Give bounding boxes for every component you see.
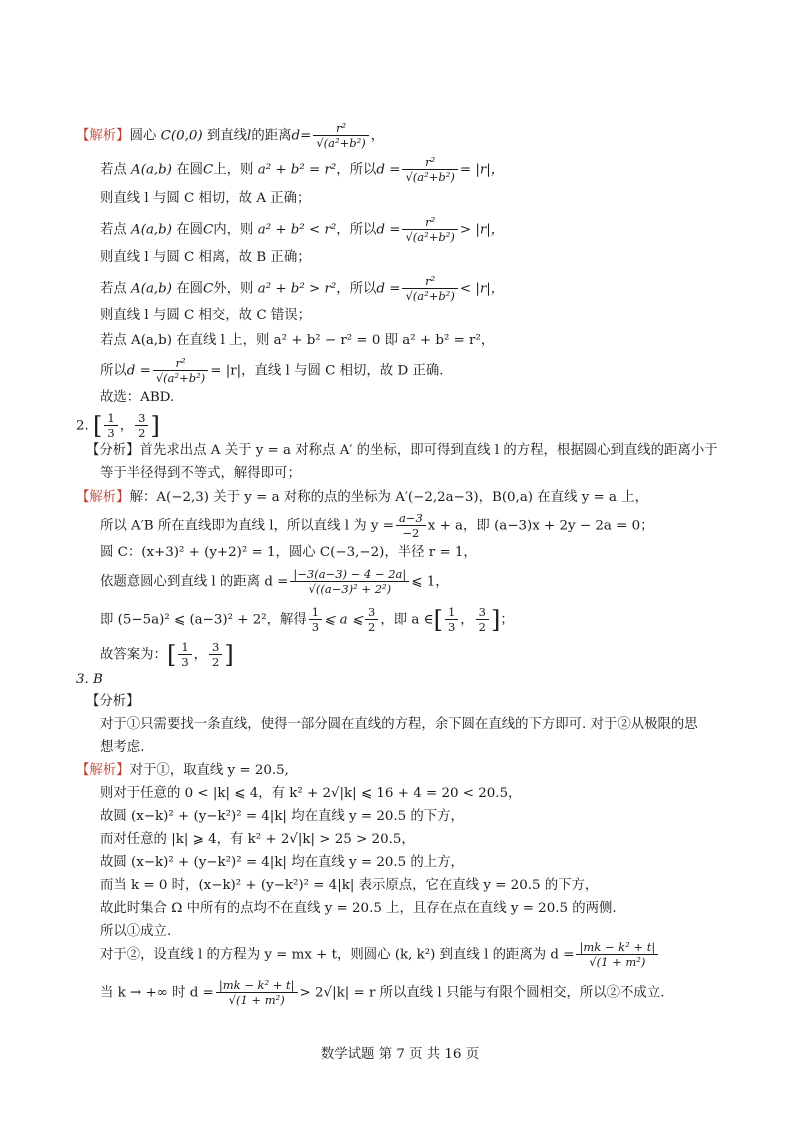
analysis-line-31: 所以①成立. [100,924,172,939]
analysis-line-32: 对于②，设直线 l 的方程为 y = mx + t，则圆心 (k, k²) 到直线 l 的距离为 d = $\frac{\text{|mk − k² + t|}}{\text{√(1 + m²)}}$ [100,940,660,970]
analysis-line-6: 若点 A(a,b) 在圆C外，则 a² + b² > r²，所以d = $\frac{\text{r²}}{\text{√(a²+b²)}}$ < |r|， [100,274,505,303]
analysis-tag: 【解析】 [76,763,130,778]
analysis-line-30: 故此时集合 Ω 中所有的点均不在直线 y = 20.5 上，且存在点在直线 y = 20.5 的两侧. [100,901,617,916]
analysis-line-28: 故圆 (x−k)² + (y−k²)² = 4|k| 均在直线 y = 20.5 的上方， [100,855,464,870]
analysis-line-15: 所以 A′B 所在直线即为直线 l，所以直线 l 为 y = $\frac{a-3}{-2}$ x + a，即 (a−3)x + 2y − 2a = 0； [100,511,654,540]
fraction: $\frac{a-3}{-2}$ [396,511,426,541]
fraction: $\frac{|-3(a-3) - 4 - 2a|}{\text{√((a−3)² + 2²)}}$ [290,567,409,597]
fraction: $\frac{3}{2}$ [209,640,222,670]
analysis-line-4: 若点 A(a,b) 在圆C内，则 a² + b² < r²，所以d = $\frac{\text{r²}}{\text{√(a²+b²)}}$ > |r|， [100,215,505,244]
fraction: $\frac{\text{r²}}{\text{√(a²+b²)}}$ [313,121,368,151]
fraction: $\frac{\text{r²}}{\text{√(a²+b²)}}$ [402,274,457,304]
analysis-line-12: 【分析】首先求出点 A 关于 y = a 对称点 A′ 的坐标，即可得到直线 l 的方程，根据圆心到直线的距离小于 [86,443,718,458]
fraction: $\frac{\text{|mk − k² + t|}}{\text{√(1 + m²)}}$ [216,978,298,1008]
analysis-line-29: 而当 k = 0 时，(x−k)² + (y−k²)² = 4|k| 表示原点，它在直线 y = 20.5 的下方， [100,878,599,893]
analysis-line-13: 等于半径得到不等式，解得即可； [100,466,301,481]
fraction: $\frac{\text{|mk − k² + t|}}{\text{√(1 + m²)}}$ [576,940,658,970]
analysis-line-8: 若点 A(a,b) 在直线 l 上，则 a² + b² − r² = 0 即 a² + b² = r²， [100,333,495,348]
fraction: $\frac{\text{r²}}{\text{√(a²+b²)}}$ [402,155,457,185]
analysis-line-2: 若点 A(a,b) 在圆C上，则 a² + b² = r²，所以d = $\frac{\text{r²}}{\text{√(a²+b²)}}$ = |r|， [100,155,505,184]
analysis-line-1: 【解析】圆心 C(0,0) 到直线l的距离d= $\frac{\text{r²}}{\text{√(a²+b²)}}$ ， [76,121,385,150]
analysis-line-26: 故圆 (x−k)² + (y−k²)² = 4|k| 均在直线 y = 20.5 的下方， [100,809,464,824]
page-footer: 数学试题 第 7 页 共 16 页 [320,1047,480,1062]
analysis-line-16: 圆 C：(x+3)² + (y+2)² = 1，圆心 C(−3,−2)，半径 r = 1， [100,545,477,560]
fraction: $\frac{1}{3}$ [309,605,322,635]
analysis-line-18: 即 (5−5a)² ⩽ (a−3)² + 2²，解得 $\frac{1}{3}$ ⩽ a ⩽ $\frac{3}{2}$ ，即 a ∈[ $\frac{1}{3}$ ， $\frac{3}{2}$ ]； [100,605,514,634]
item-3-answer: 3. B [76,672,103,687]
analysis-line-27: 而对任意的 |k| ⩾ 4，有 k² + 2√|k| > 25 > 20.5， [100,832,415,847]
analysis-line-17: 依题意圆心到直线 l 的距离 d = $\frac{|-3(a-3) - 4 - 2a|}{\text{√((a−3)² + 2²)}}$ ⩽ 1， [100,567,449,596]
fraction: $\frac{3}{2}$ [476,605,489,635]
analysis-line-22: 对于①只需要找一条直线，使得一部分圆在直线的方程，余下圆在直线的下方即可. 对于②从极限的思 [100,717,698,732]
item-2-answer: 2. [ $\frac{1}{3}$ ， $\frac{3}{2}$ ] [76,411,160,440]
fraction: $\frac{3}{2}$ [365,605,378,635]
analysis-line-24: 【解析】对于①，取直线 y = 20.5, [76,763,289,778]
analysis-tag: 【解析】 [76,490,130,505]
analysis-line-7: 则直线 l 与圆 C 相交，故 C 错误； [100,308,311,323]
fraction: $\frac{\text{r²}}{\text{√(a²+b²)}}$ [153,356,208,386]
analysis-line-14: 【解析】解：A(−2,3) 关于 y = a 对称的点的坐标为 A′(−2,2a−3)，B(0,a) 在直线 y = a 上， [76,490,649,505]
analysis-line-3: 则直线 l 与圆 C 相切，故 A 正确； [100,191,311,206]
fraction: $\frac{1}{3}$ [178,640,191,670]
fraction: $\frac{3}{2}$ [135,411,148,441]
analysis-line-19: 故答案为：[ $\frac{1}{3}$ ， $\frac{3}{2}$ ] [100,640,234,669]
analysis-line-23: 想考虑. [100,740,145,755]
fraction: $\frac{\text{r²}}{\text{√(a²+b²)}}$ [402,215,457,245]
analysis-line-9: 所以d = $\frac{\text{r²}}{\text{√(a²+b²)}}$ = |r|，直线 l 与圆 C 相切，故 D 正确. [100,356,444,385]
analysis-line-33: 当 k → +∞ 时 d = $\frac{\text{|mk − k² + t|}}{\text{√(1 + m²)}}$ > 2√|k| = r 所以直线 l 只能与有限个圆相交，所以②不成立. [100,978,665,1007]
fraction: $\frac{1}{3}$ [445,605,458,635]
analysis-line-5: 则直线 l 与圆 C 相离，故 B 正确； [100,250,311,265]
analysis-line-21: 【分析】 [86,694,140,709]
fraction: $\frac{1}{3}$ [104,411,117,441]
analysis-tag: 【解析】 [76,128,130,144]
analysis-line-10: 故选：ABD. [100,390,175,405]
analysis-line-25: 则对于任意的 0 < |k| ⩽ 4，有 k² + 2√|k| ⩽ 16 + 4 = 20 < 20.5， [100,786,522,801]
